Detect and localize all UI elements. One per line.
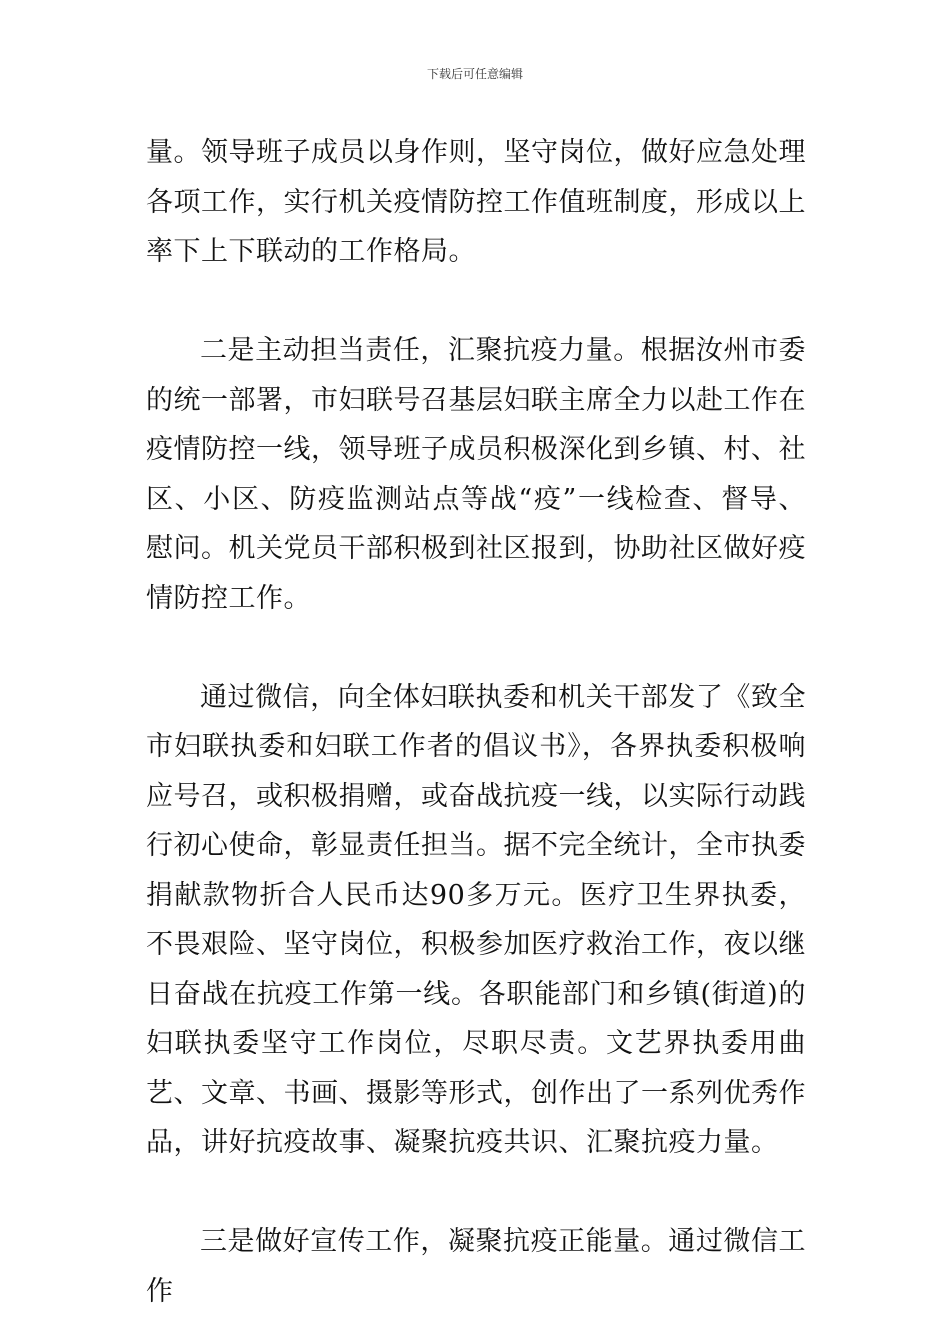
paragraph-1: 量。领导班子成员以身作则，坚守岗位，做好应急处理各项工作，实行机关疫情防控工作值班制度，形成以上率下上下联动的工作格局。 — [146, 137, 806, 267]
page-header: 下载后可任意编辑 — [426, 67, 523, 81]
paragraph-3: 通过微信，向全体妇联执委和机关干部发了《致全市妇联执委和妇联工作者的倡议书》，各界执委积极响应号召，或积极捐赠，或奋战抗疫一线，以实际行动践行初心使命，彰显责任担当。据不完全统计，全市执委捐献款物折合人民币达90多万元。医疗卫生界执委，不畏艰险、坚守岗位，积极参加医疗救治工作，夜以继日奋战在抗疫工作第一线。各职能部门和乡镇(街道)的妇联执委坚守工作岗位，尽职尽责。文艺界执委用曲艺、文章、书画、摄影等形式，创作出了一系列优秀作品，讲好抗疫故事、凝聚抗疫共识、汇聚抗疫力量。 — [146, 681, 806, 1158]
paragraph-4: 三是做好宣传工作，凝聚抗疫正能量。通过微信工作 — [146, 1226, 806, 1307]
document-body — [146, 128, 806, 1316]
paragraph-2: 二是主动担当责任，汇聚抗疫力量。根据汝州市委的统一部署，市妇联号召基层妇联主席全力以赴工作在疫情防控一线，领导班子成员积极深化到乡镇、村、社区、小区、防疫监测站点等战“疫”一线检查、督导、慰问。机关党员干部积极到社区报到，协助社区做好疫情防控工作。 — [146, 335, 806, 614]
